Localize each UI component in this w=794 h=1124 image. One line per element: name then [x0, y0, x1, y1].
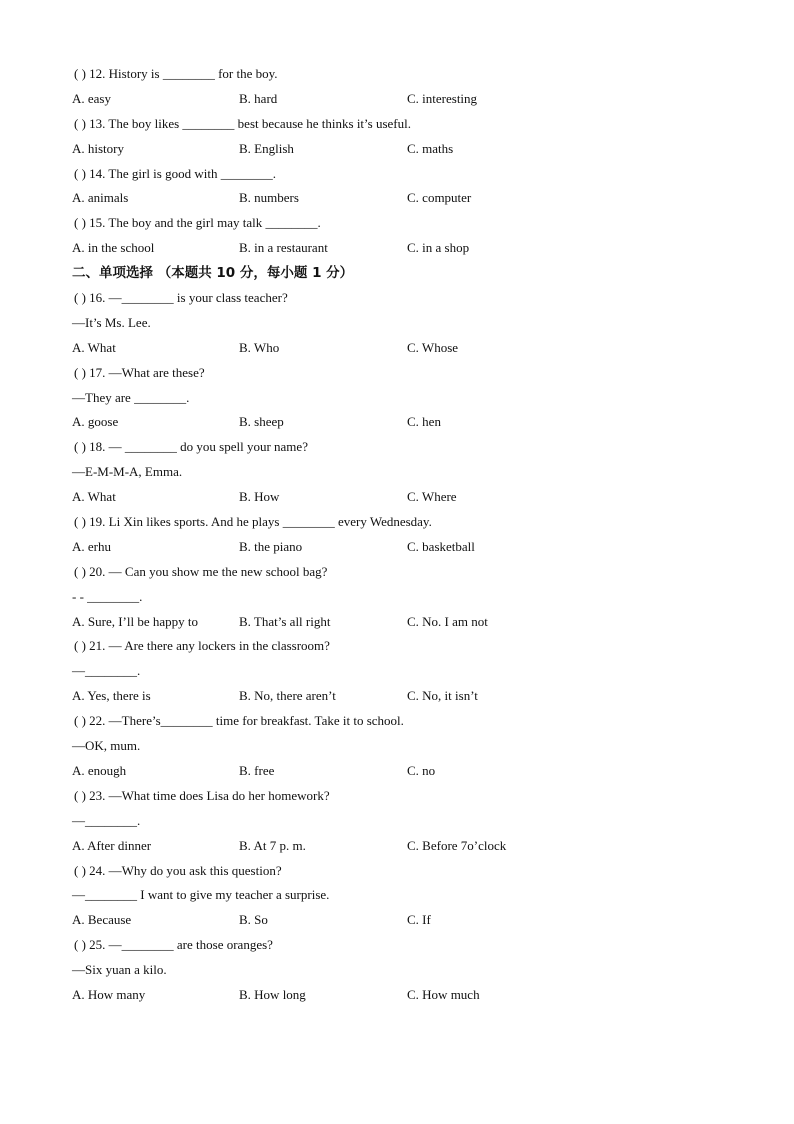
question-stem: ( ) 25. —________ are those oranges? [74, 937, 273, 953]
question-stem: ( ) 13. The boy likes ________ best because he thinks it’s useful. [74, 115, 411, 131]
option-b: B. free [239, 762, 275, 778]
question-stem: ( ) 20. — Can you show me the new school bag? [74, 563, 328, 579]
exam-page [0, 62, 794, 1008]
option-a: A. animals [72, 190, 129, 206]
option-row [0, 684, 794, 709]
question-stem: ( ) 12. History is ________ for the boy. [74, 66, 278, 81]
option-c: C. How much [407, 986, 480, 1002]
option-c: C. computer [407, 190, 472, 206]
option-c: C. basketball [407, 538, 475, 554]
dialogue-reply: —________ I want to give my teacher a surprise. [72, 887, 330, 903]
question-stem: ( ) 16. —________ is your class teacher? [74, 290, 288, 306]
option-row [0, 236, 794, 261]
question-stem: ( ) 22. —There’s________ time for breakfast. Take it to school. [74, 713, 404, 729]
option-c: C. If [407, 912, 431, 928]
option-row [0, 336, 794, 361]
question-stem: ( ) 18. — ________ do you spell your name? [74, 439, 308, 455]
option-a: A. enough [72, 762, 127, 778]
section-heading: 二、单项选择 （本题共 10 分，每小题 1 分） [72, 265, 354, 282]
option-row [0, 759, 794, 784]
option-b: B. English [239, 140, 294, 156]
option-b: B. sheep [239, 414, 284, 430]
option-row [0, 485, 794, 510]
option-c: C. Where [407, 489, 457, 505]
option-a: A. goose [72, 414, 119, 430]
option-c: C. Before 7o’clock [407, 837, 507, 853]
dialogue-reply: —________. [72, 812, 141, 828]
option-row [0, 186, 794, 211]
option-a: A. Sure, I’ll be happy to [72, 613, 199, 629]
option-c: C. maths [407, 140, 454, 156]
option-row [0, 908, 794, 933]
option-c: C. no [407, 762, 436, 778]
option-a: A. What [72, 489, 116, 505]
question-stem: ( ) 23. —What time does Lisa do her homework? [74, 787, 330, 803]
option-a: A. What [72, 339, 116, 355]
option-b: B. No, there aren’t [239, 688, 336, 704]
dialogue-reply: —Six yuan a kilo. [72, 962, 167, 978]
dialogue-reply: - - ________. [72, 588, 143, 604]
dialogue-reply: —OK, mum. [72, 738, 141, 754]
dialogue-reply: —E-M-M-A, Emma. [72, 464, 183, 480]
question-stem: ( ) 24. —Why do you ask this question? [74, 862, 282, 878]
question-stem: ( ) 14. The girl is good with ________. [74, 165, 276, 181]
option-b: B. Who [239, 339, 280, 355]
dialogue-reply: —________. [72, 663, 141, 679]
option-a: A. erhu [72, 538, 111, 554]
option-b: B. So [239, 912, 268, 928]
option-c: C. hen [407, 414, 441, 430]
option-b: B. How [239, 489, 280, 505]
option-b: B. in a restaurant [239, 240, 328, 256]
question-stem: ( ) 21. — Are there any lockers in the classroom? [74, 638, 330, 654]
option-c: C. interesting [407, 90, 478, 106]
option-row [0, 410, 794, 435]
option-b: B. hard [239, 90, 278, 106]
option-a: A. How many [72, 986, 146, 1002]
option-a: A. in the school [72, 240, 155, 256]
option-c: C. No, it isn’t [407, 688, 478, 704]
option-c: C. in a shop [407, 240, 470, 256]
dialogue-reply: —They are ________. [72, 389, 190, 405]
option-row [0, 535, 794, 560]
option-row [0, 87, 794, 112]
option-b: B. the piano [239, 538, 303, 554]
option-a: A. After dinner [72, 837, 152, 853]
option-b: B. That’s all right [239, 613, 331, 629]
option-c: C. No. I am not [407, 613, 488, 629]
question-stem: ( ) 17. —What are these? [74, 364, 205, 380]
option-row [0, 983, 794, 1008]
option-a: A. Because [72, 912, 132, 928]
option-a: A. Yes, there is [72, 688, 151, 704]
question-stem: ( ) 15. The boy and the girl may talk ________. [74, 215, 321, 231]
option-row [0, 610, 794, 635]
option-row [0, 834, 794, 859]
option-a: A. easy [72, 90, 111, 106]
dialogue-reply: —It’s Ms. Lee. [72, 314, 151, 330]
option-row [0, 137, 794, 162]
option-b: B. At 7 p. m. [239, 837, 306, 853]
option-c: C. Whose [407, 339, 459, 355]
option-a: A. history [72, 140, 124, 156]
option-b: B. How long [239, 986, 306, 1002]
option-b: B. numbers [239, 190, 299, 206]
question-stem: ( ) 19. Li Xin likes sports. And he plays ________ every Wednesday. [74, 514, 432, 530]
